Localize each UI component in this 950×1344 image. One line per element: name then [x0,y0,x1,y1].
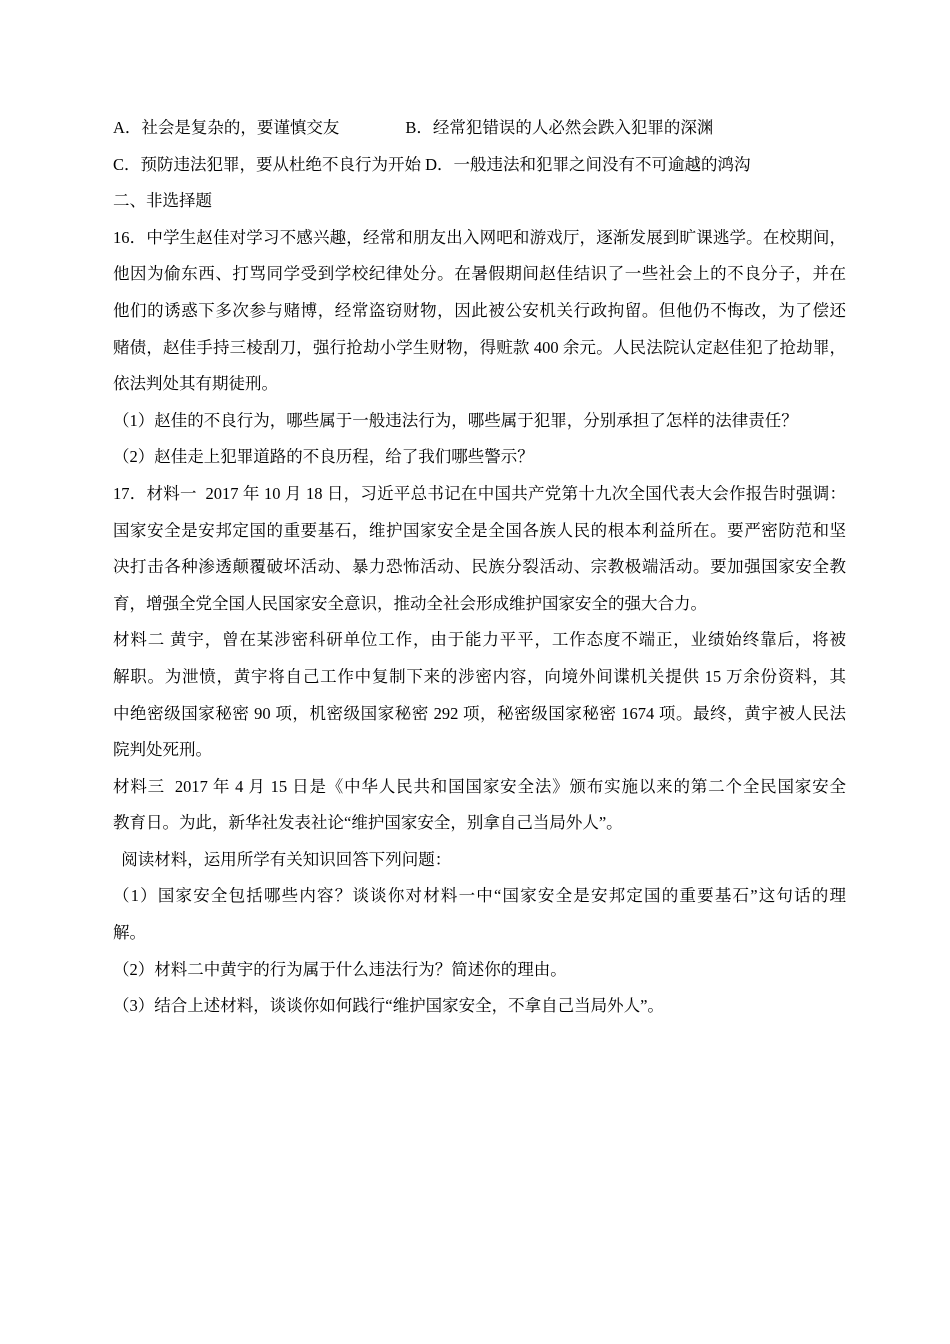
text-line: 育，增强全党全国人民国家安全意识，推动全社会形成维护国家安全的强大合力。 [113,593,707,613]
text-line: 二、非选择题 [113,191,212,211]
text-line: 17．材料一 2017 年 10 月 18 日，习近平总书记在中国共产党第十九次全国代表大会作报告时强调： [113,483,846,503]
text-line: 材料三 2017 年 4 月 15 日是《中华人民共和国国家安全法》颁布实施以来的第二个全民国家安全 [113,776,846,796]
text-line: 解职。为泄愤，黄宇将自己工作中复制下来的涉密内容，向境外间谍机关提供 15 万余份资料，其 [113,666,846,686]
text-line: （3）结合上述材料，谈谈你如何践行“维护国家安全，不拿自己当局外人”。 [113,996,664,1016]
text-line: 阅读材料，运用所学有关知识回答下列问题： [113,849,452,869]
text-line: 国家安全是安邦定国的重要基石，维护国家安全是全国各族人民的根本利益所在。要严密防范和坚 [113,520,846,540]
text-line: 赌债，赵佳手持三棱刮刀，强行抢劫小学生财物，得赃款 400 余元。人民法院认定赵佳犯了抢劫罪， [113,337,846,357]
text-line: 教育日。为此，新华社发表社论“维护国家安全，别拿自己当局外人”。 [113,813,623,833]
text-line: 依法判处其有期徒刑。 [113,374,278,394]
text-line: 他因为偷东西、打骂同学受到学校纪律处分。在暑假期间赵佳结识了一些社会上的不良分子，并在 [113,264,846,284]
text-line: 中绝密级国家秘密 90 项，机密级国家秘密 292 项，秘密级国家秘密 1674 项。最终，黄宇被人民法 [113,703,846,723]
text-line: （1）赵佳的不良行为，哪些属于一般违法行为，哪些属于犯罪，分别承担了怎样的法律责任？ [113,410,798,430]
text-line: （1）国家安全包括哪些内容？谈谈你对材料一中“国家安全是安邦定国的重要基石”这句话的理 [113,886,846,906]
text-line: （2）赵佳走上犯罪道路的不良历程，给了我们哪些警示？ [113,447,534,467]
text-line: 16．中学生赵佳对学习不感兴趣，经常和朋友出入网吧和游戏厅，逐渐发展到旷课逃学。在校期间， [113,227,846,247]
text-line: 他们的诱惑下多次参与赌博，经常盗窃财物，因此被公安机关行政拘留。但他仍不悔改，为了偿还 [113,300,846,320]
text-line: 解。 [113,923,146,943]
text-line: A．社会是复杂的，要谨慎交友 B．经常犯错误的人必然会跌入犯罪的深渊 [113,118,714,137]
text-line: 材料二 黄宇，曾在某涉密科研单位工作，由于能力平平，工作态度不端正，业绩始终靠后，将被 [113,630,846,650]
text-line: C．预防违法犯罪，要从杜绝不良行为开始 D．一般违法和犯罪之间没有不可逾越的鸿沟 [113,154,751,174]
text-line: 决打击各种渗透颠覆破坏活动、暴力恐怖活动、民族分裂活动、宗教极端活动。要加强国家安全教 [113,557,846,577]
text-line: （2）材料二中黄宇的行为属于什么违法行为？简述你的理由。 [113,959,567,979]
document-body [113,110,846,1025]
text-line: 院判处死刑。 [113,740,212,760]
